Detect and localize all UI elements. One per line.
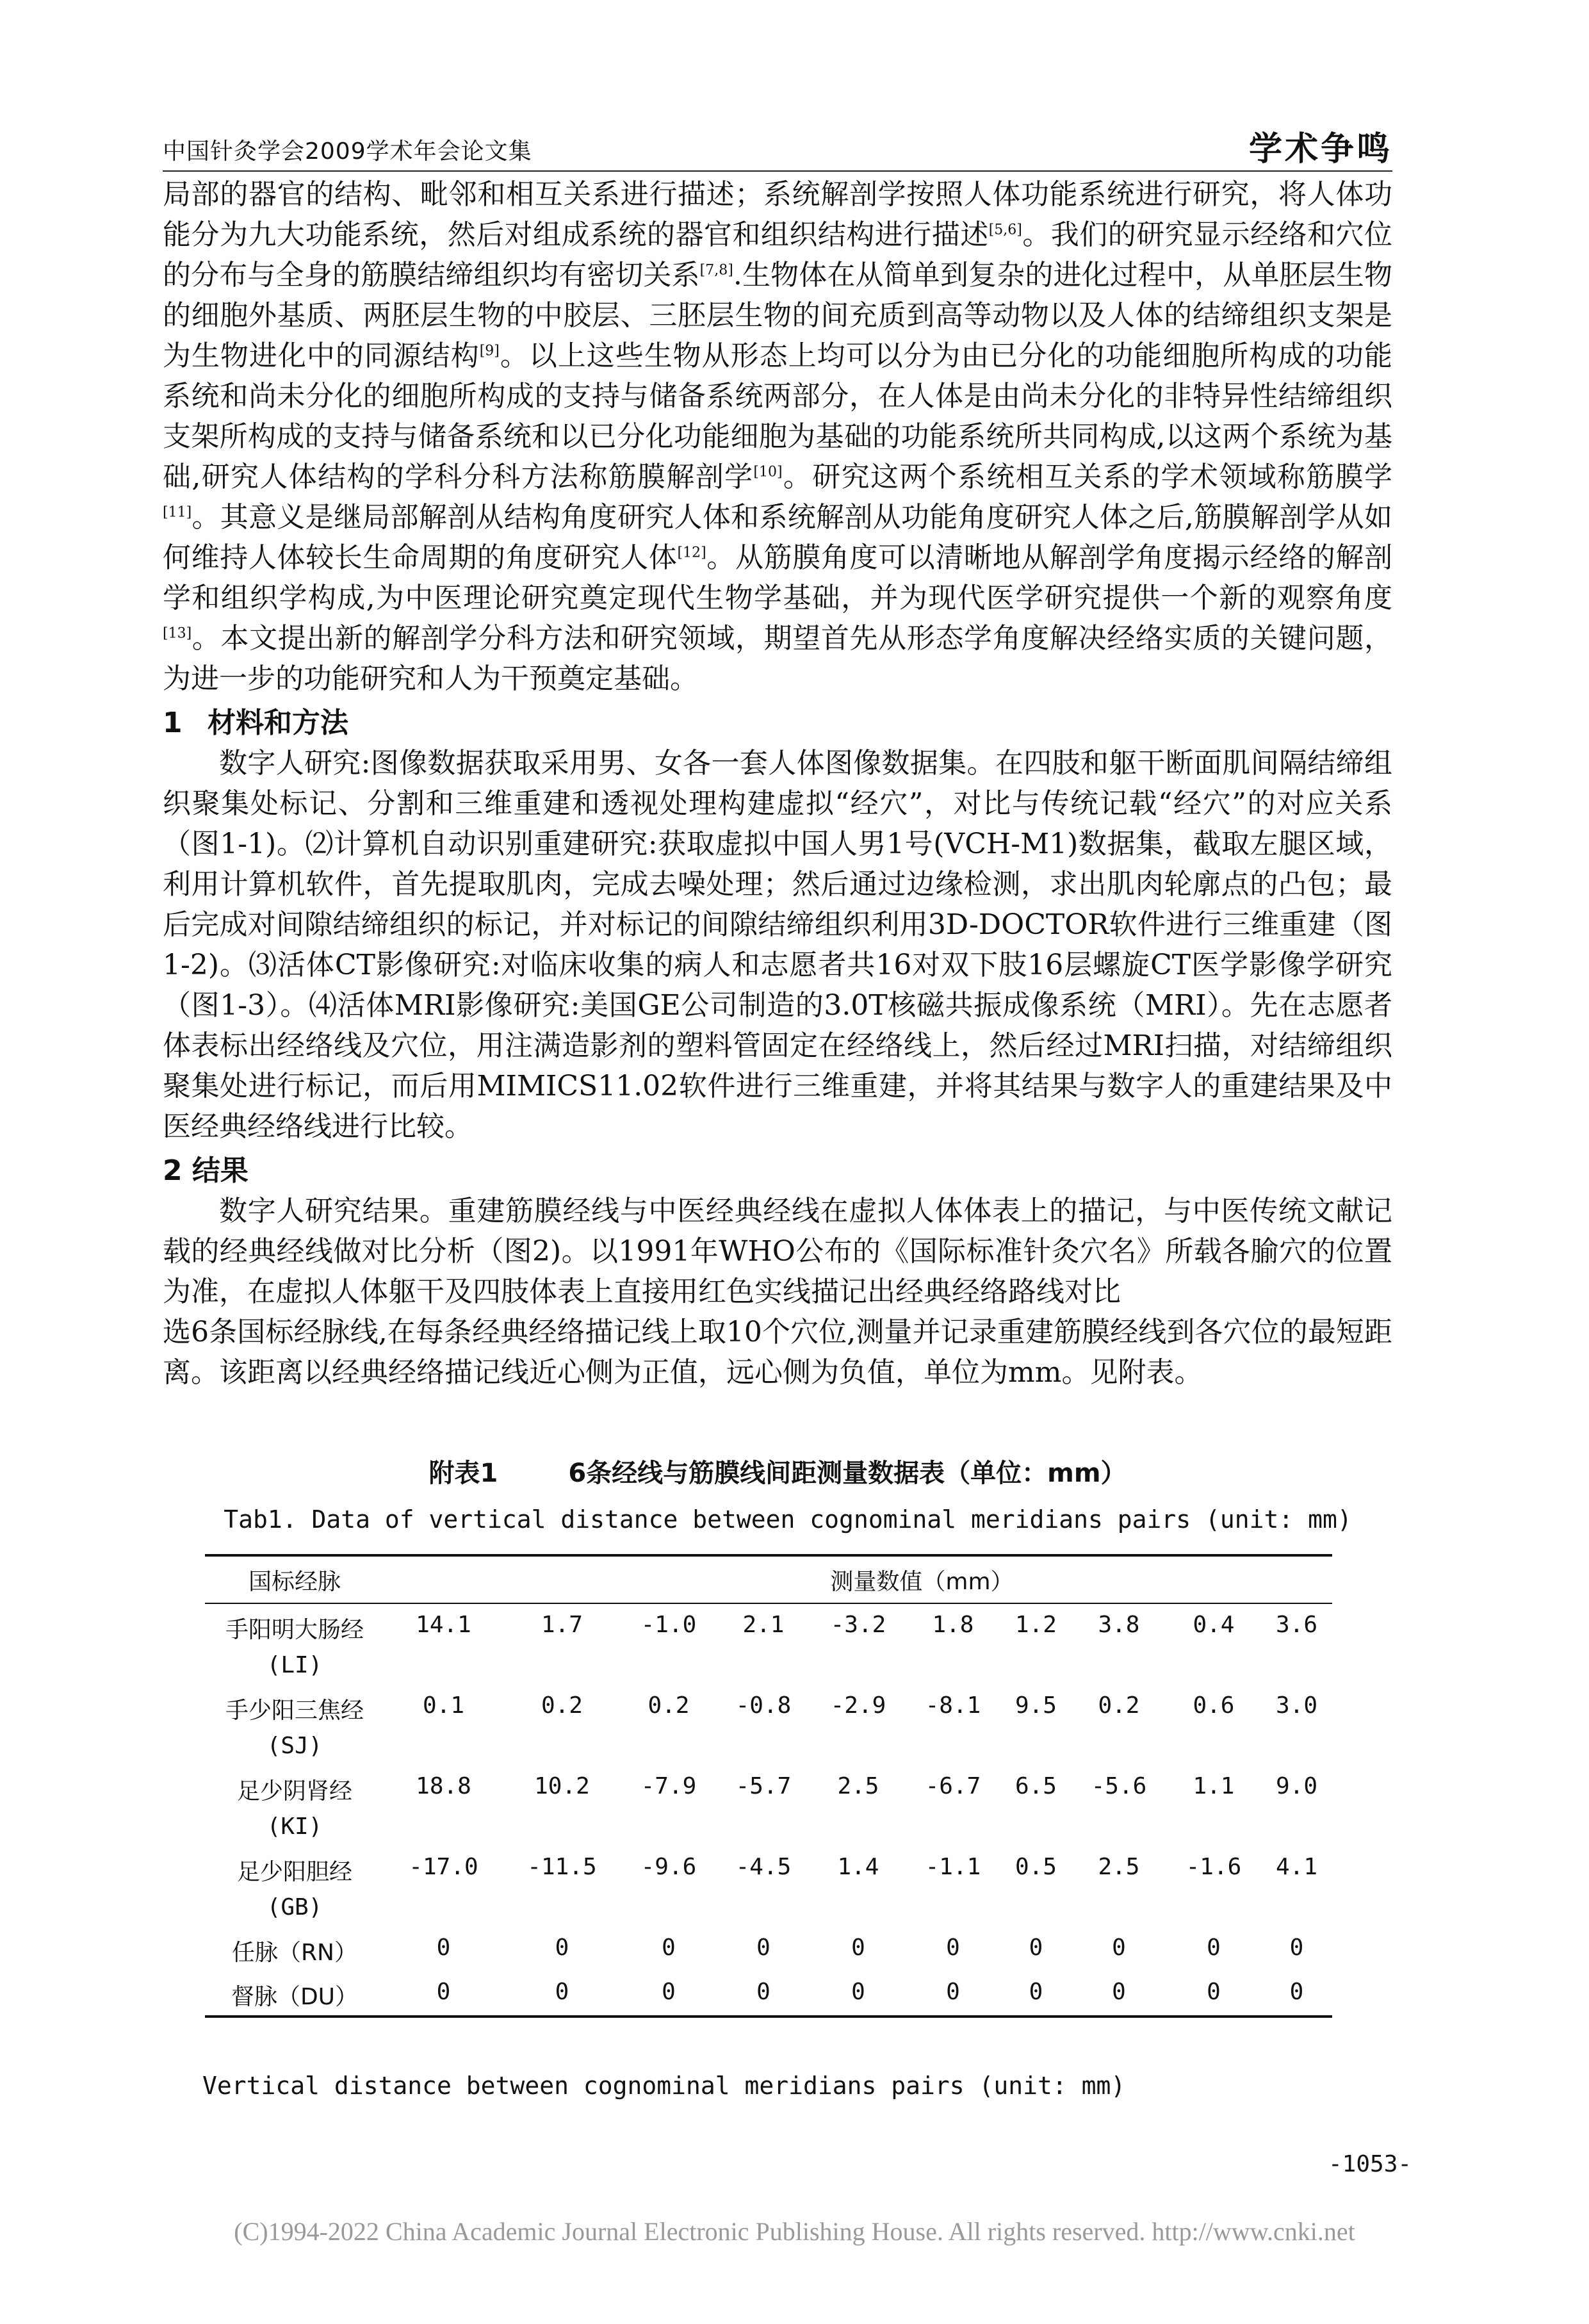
value-cell: 2.1 — [742, 1612, 785, 1638]
text-run: 。从筋膜角度可以清晰地从解剖学角度揭示经络的解剖学和组织学构成,为中医理论研究奠定现代生物学基础，并为现代医学研究提供一个新的观察角度 — [163, 541, 1392, 614]
value-cell: -8.1 — [925, 1692, 981, 1719]
text-run: 。我们的研究显示经络和穴位的分布与全身的筋膜结缔组织均有密切关系 — [163, 218, 1393, 291]
meridian-name: 手阳明大肠经 — [225, 1617, 364, 1643]
value-cell: 0 — [662, 1979, 676, 2005]
value-cell: 0 — [555, 1935, 569, 1961]
value-cell: 0.1 — [422, 1692, 464, 1719]
value-cell: 14.1 — [416, 1612, 471, 1638]
value-cell: 0 — [662, 1935, 676, 1961]
value-cell: 6.5 — [1015, 1773, 1057, 1799]
column-header-meridian: 国标经脉 — [248, 1568, 341, 1595]
meridian-code: (LI) — [266, 1652, 323, 1678]
section-number: 1 — [163, 707, 183, 739]
value-cell: -9.6 — [640, 1854, 697, 1880]
section-heading-results: 2 结果 — [163, 1154, 249, 1187]
value-cell: 0 — [555, 1979, 569, 2005]
value-cell: -7.9 — [640, 1773, 697, 1799]
value-cell: -3.2 — [830, 1612, 886, 1638]
value-cell: 0 — [1112, 1935, 1126, 1961]
value-cell: 0 — [851, 1935, 865, 1961]
citation: [9] — [479, 343, 500, 359]
section-heading-methods — [163, 703, 1392, 743]
value-cell: -1.0 — [640, 1612, 697, 1638]
value-cell: 0 — [1112, 1979, 1126, 2005]
value-cell: 1.4 — [837, 1854, 879, 1880]
column-header-values: 测量数值（mm） — [830, 1568, 1014, 1595]
value-cell: 3.8 — [1098, 1612, 1140, 1638]
value-cell: 0 — [1207, 1935, 1221, 1961]
value-cell: 1.1 — [1193, 1773, 1235, 1799]
table-row — [205, 1685, 1332, 1765]
meridian-name: 足少阴肾经 — [236, 1778, 352, 1804]
meridian-name-cell — [205, 1846, 384, 1927]
section-label: 学术争鸣 — [1248, 130, 1392, 168]
value-cell: -5.6 — [1091, 1773, 1147, 1799]
value-cell: 0 — [1029, 1979, 1043, 2005]
paragraph-results-cont: 选6条国标经脉线,在每条经典经络描记线上取10个穴位,测量并记录重建筋膜经线到各穴位的最短距离。该距离以经典经络描记线近心侧为正值，远心侧为负值，单位为mm。见附表。 — [163, 1316, 1392, 1389]
measurement-table — [205, 1554, 1332, 2018]
value-cell: 0 — [756, 1979, 770, 2005]
value-cell: -1.6 — [1186, 1854, 1242, 1880]
data-table — [205, 1554, 1332, 2018]
text-run: 。本文提出新的解剖学分科方法和研究领域，期望首先从形态学角度解决经络实质的关键问题，为进一步的功能研究和人为干预奠定基础。 — [163, 622, 1392, 695]
text-run: .生物体在从简单到复杂的进化过程中，从单胚层生物的细胞外基质、两胚层生物的中胶层、三胚层生物的间充质到高等动物以及人体的结缔组织支架是为生物进化中的同源结构 — [163, 259, 1393, 372]
table-title — [163, 1453, 1392, 1489]
value-cell: 2.5 — [1098, 1854, 1140, 1880]
value-cell: -6.7 — [925, 1773, 981, 1799]
value-cell: 18.8 — [416, 1773, 471, 1799]
meridian-name: 手少阳三焦经 — [225, 1698, 364, 1724]
value-cell: 3.6 — [1275, 1612, 1317, 1638]
meridian-code: (SJ) — [266, 1733, 323, 1759]
running-header — [163, 122, 1392, 173]
paragraph-results: 数字人研究结果。重建筋膜经线与中医经典经线在虚拟人体体表上的描记，与中医传统文献记载的经典经线做对比分析（图2)。以1991年WHO公布的《国际标准针灸穴名》所载各腧穴的位置为准，在虚拟人体躯干及四肢体表上直接用红色实线描记出经典经络路线对比 — [163, 1195, 1392, 1308]
value-cell: 0 — [756, 1935, 770, 1961]
table-row — [205, 1927, 1332, 1971]
citation: [11] — [163, 504, 192, 521]
citation: [12] — [677, 544, 706, 561]
value-cell: -11.5 — [527, 1854, 597, 1880]
value-cell: 1.2 — [1015, 1612, 1057, 1638]
value-cell: 9.5 — [1015, 1692, 1057, 1719]
value-cell: 0.2 — [541, 1692, 583, 1719]
value-cell: 0 — [1029, 1935, 1043, 1961]
value-cell: 10.2 — [534, 1773, 590, 1799]
value-cell: 0 — [1289, 1935, 1304, 1961]
value-cell: 0 — [946, 1979, 960, 2005]
citation: [5,6] — [988, 222, 1022, 238]
meridian-name-cell — [205, 1971, 384, 2017]
text-run: 。研究这两个系统相互关系的学术领域称筋膜学 — [782, 461, 1392, 493]
value-cell: 0 — [1289, 1979, 1304, 2005]
header-rule — [163, 170, 1392, 172]
table-row — [205, 1971, 1332, 2017]
value-cell: 0.4 — [1193, 1612, 1235, 1638]
value-cell: -2.9 — [830, 1692, 886, 1719]
meridian-name: 督脉（DU） — [231, 1984, 359, 2010]
value-cell: -17.0 — [409, 1854, 478, 1880]
text-run: 。以上这些生物从形态上均可以分为由已分化的功能细胞所构成的功能系统和尚未分化的细胞所构成的支持与储备系统两部分，在人体是由尚未分化的非特异性结缔组织支架所构成的支持与储备系统和以已分化功能细胞为基础的功能系统所共同构成,以这两个系统为基础,研究人体结构的学科分科方法称筋膜解剖学 — [163, 340, 1393, 493]
value-cell: -0.8 — [735, 1692, 792, 1719]
value-cell: 1.7 — [541, 1612, 583, 1638]
meridian-name-cell — [205, 1685, 384, 1765]
value-cell: -4.5 — [735, 1854, 792, 1880]
paragraph-methods: 数字人研究:图像数据获取采用男、女各一套人体图像数据集。在四肢和躯干断面肌间隔结缔组织聚集处标记、分割和三维重建和透视处理构建虚拟“经穴”，对比与传统记载“经穴”的对应关系（图1-1)。⑵计算机自动识别重建研究:获取虚拟中国人男1号(VCH-M1)数据集，截取左腿区域，利用计算机软件，首先提取肌肉，完成去噪处理；然后通过边缘检测，求出肌肉轮廓点的凸包；最后完成对间隙结缔组织的标记，并对标记的间隙结缔组织利用3D-DOCTOR软件进行三维重建（图1-2)。⑶活体CT影像研究:对临床收集的病人和志愿者共16对双下肢16层螺旋CT医学影像学研究（图1-3）。⑷活体MRI影像研究:美国GE公司制造的3.0T核磁共振成像系统（MRI）。先在志愿者体表标出经络线及穴位，用注满造影剂的塑料管固定在经络线上，然后经过MRI扫描，对结缔组织聚集处进行标记，而后用MIMICS11.02软件进行三维重建，并将其结果与数字人的重建结果及中医经典经络线进行比较。 — [163, 747, 1392, 1143]
meridian-name-cell — [205, 1603, 384, 1685]
value-cell: 0 — [851, 1979, 865, 2005]
value-cell: 0 — [1207, 1979, 1221, 2005]
value-cell: 2.5 — [837, 1773, 879, 1799]
value-cell: 0.2 — [648, 1692, 690, 1719]
table-row — [205, 1603, 1332, 1685]
meridian-name-cell — [205, 1927, 384, 1971]
text-run: 。其意义是继局部解剖从结构角度研究人体和系统解剖从功能角度研究人体之后,筋膜解剖学从如何维持人体较长生命周期的角度研究人体 — [163, 501, 1392, 574]
page-number: -1053- — [1328, 2151, 1412, 2177]
meridian-name: 足少阳胆经 — [236, 1859, 352, 1885]
value-cell: 3.0 — [1275, 1692, 1317, 1719]
value-cell: 1.8 — [932, 1612, 974, 1638]
proceedings-title: 中国针灸学会2009学术年会论文集 — [163, 138, 532, 165]
meridian-name-cell — [205, 1765, 384, 1846]
meridian-name: 任脉（RN） — [232, 1940, 357, 1966]
citation: [13] — [163, 625, 192, 642]
table-label: 附表1 — [428, 1459, 498, 1488]
section-title: 材料和方法 — [208, 707, 348, 739]
table-caption: Vertical distance between cognominal meridians pairs (unit: mm) — [202, 2072, 1126, 2100]
table-header-row — [205, 1555, 1332, 1603]
value-cell: 0 — [436, 1979, 451, 2005]
citation: [7,8] — [699, 262, 733, 279]
value-cell: -1.1 — [925, 1854, 981, 1880]
value-cell: 0.2 — [1098, 1692, 1140, 1719]
citation: [10] — [753, 464, 783, 480]
table-title-english: Tab1. Data of vertical distance between cognominal meridians pairs (unit: mm) — [224, 1505, 1352, 1534]
value-cell: -5.7 — [735, 1773, 792, 1799]
table-row — [205, 1846, 1332, 1927]
table-title-text: 6条经线与筋膜线间距测量数据表（单位：mm） — [568, 1459, 1127, 1488]
value-cell: 0 — [946, 1935, 960, 1961]
table-row — [205, 1765, 1332, 1846]
value-cell: 0.5 — [1015, 1854, 1057, 1880]
value-cell: 9.0 — [1275, 1773, 1317, 1799]
value-cell: 0 — [436, 1935, 451, 1961]
value-cell: 0.6 — [1193, 1692, 1235, 1719]
meridian-code: (GB) — [266, 1894, 323, 1920]
value-cell: 4.1 — [1275, 1854, 1317, 1880]
meridian-code: (KI) — [266, 1813, 323, 1840]
text-run: 局部的器官的结构、毗邻和相互关系进行描述；系统解剖学按照人体功能系统进行研究，将人体功能分为九大功能系统，然后对组成系统的器官和组织结构进行描述 — [163, 178, 1392, 251]
article-body — [163, 174, 1392, 1393]
copyright-footer: (C)1994-2022 China Academic Journal Electronic Publishing House. All rights reserved. http://www.cnki.net — [234, 2217, 1355, 2246]
paragraph-intro — [163, 174, 1392, 699]
